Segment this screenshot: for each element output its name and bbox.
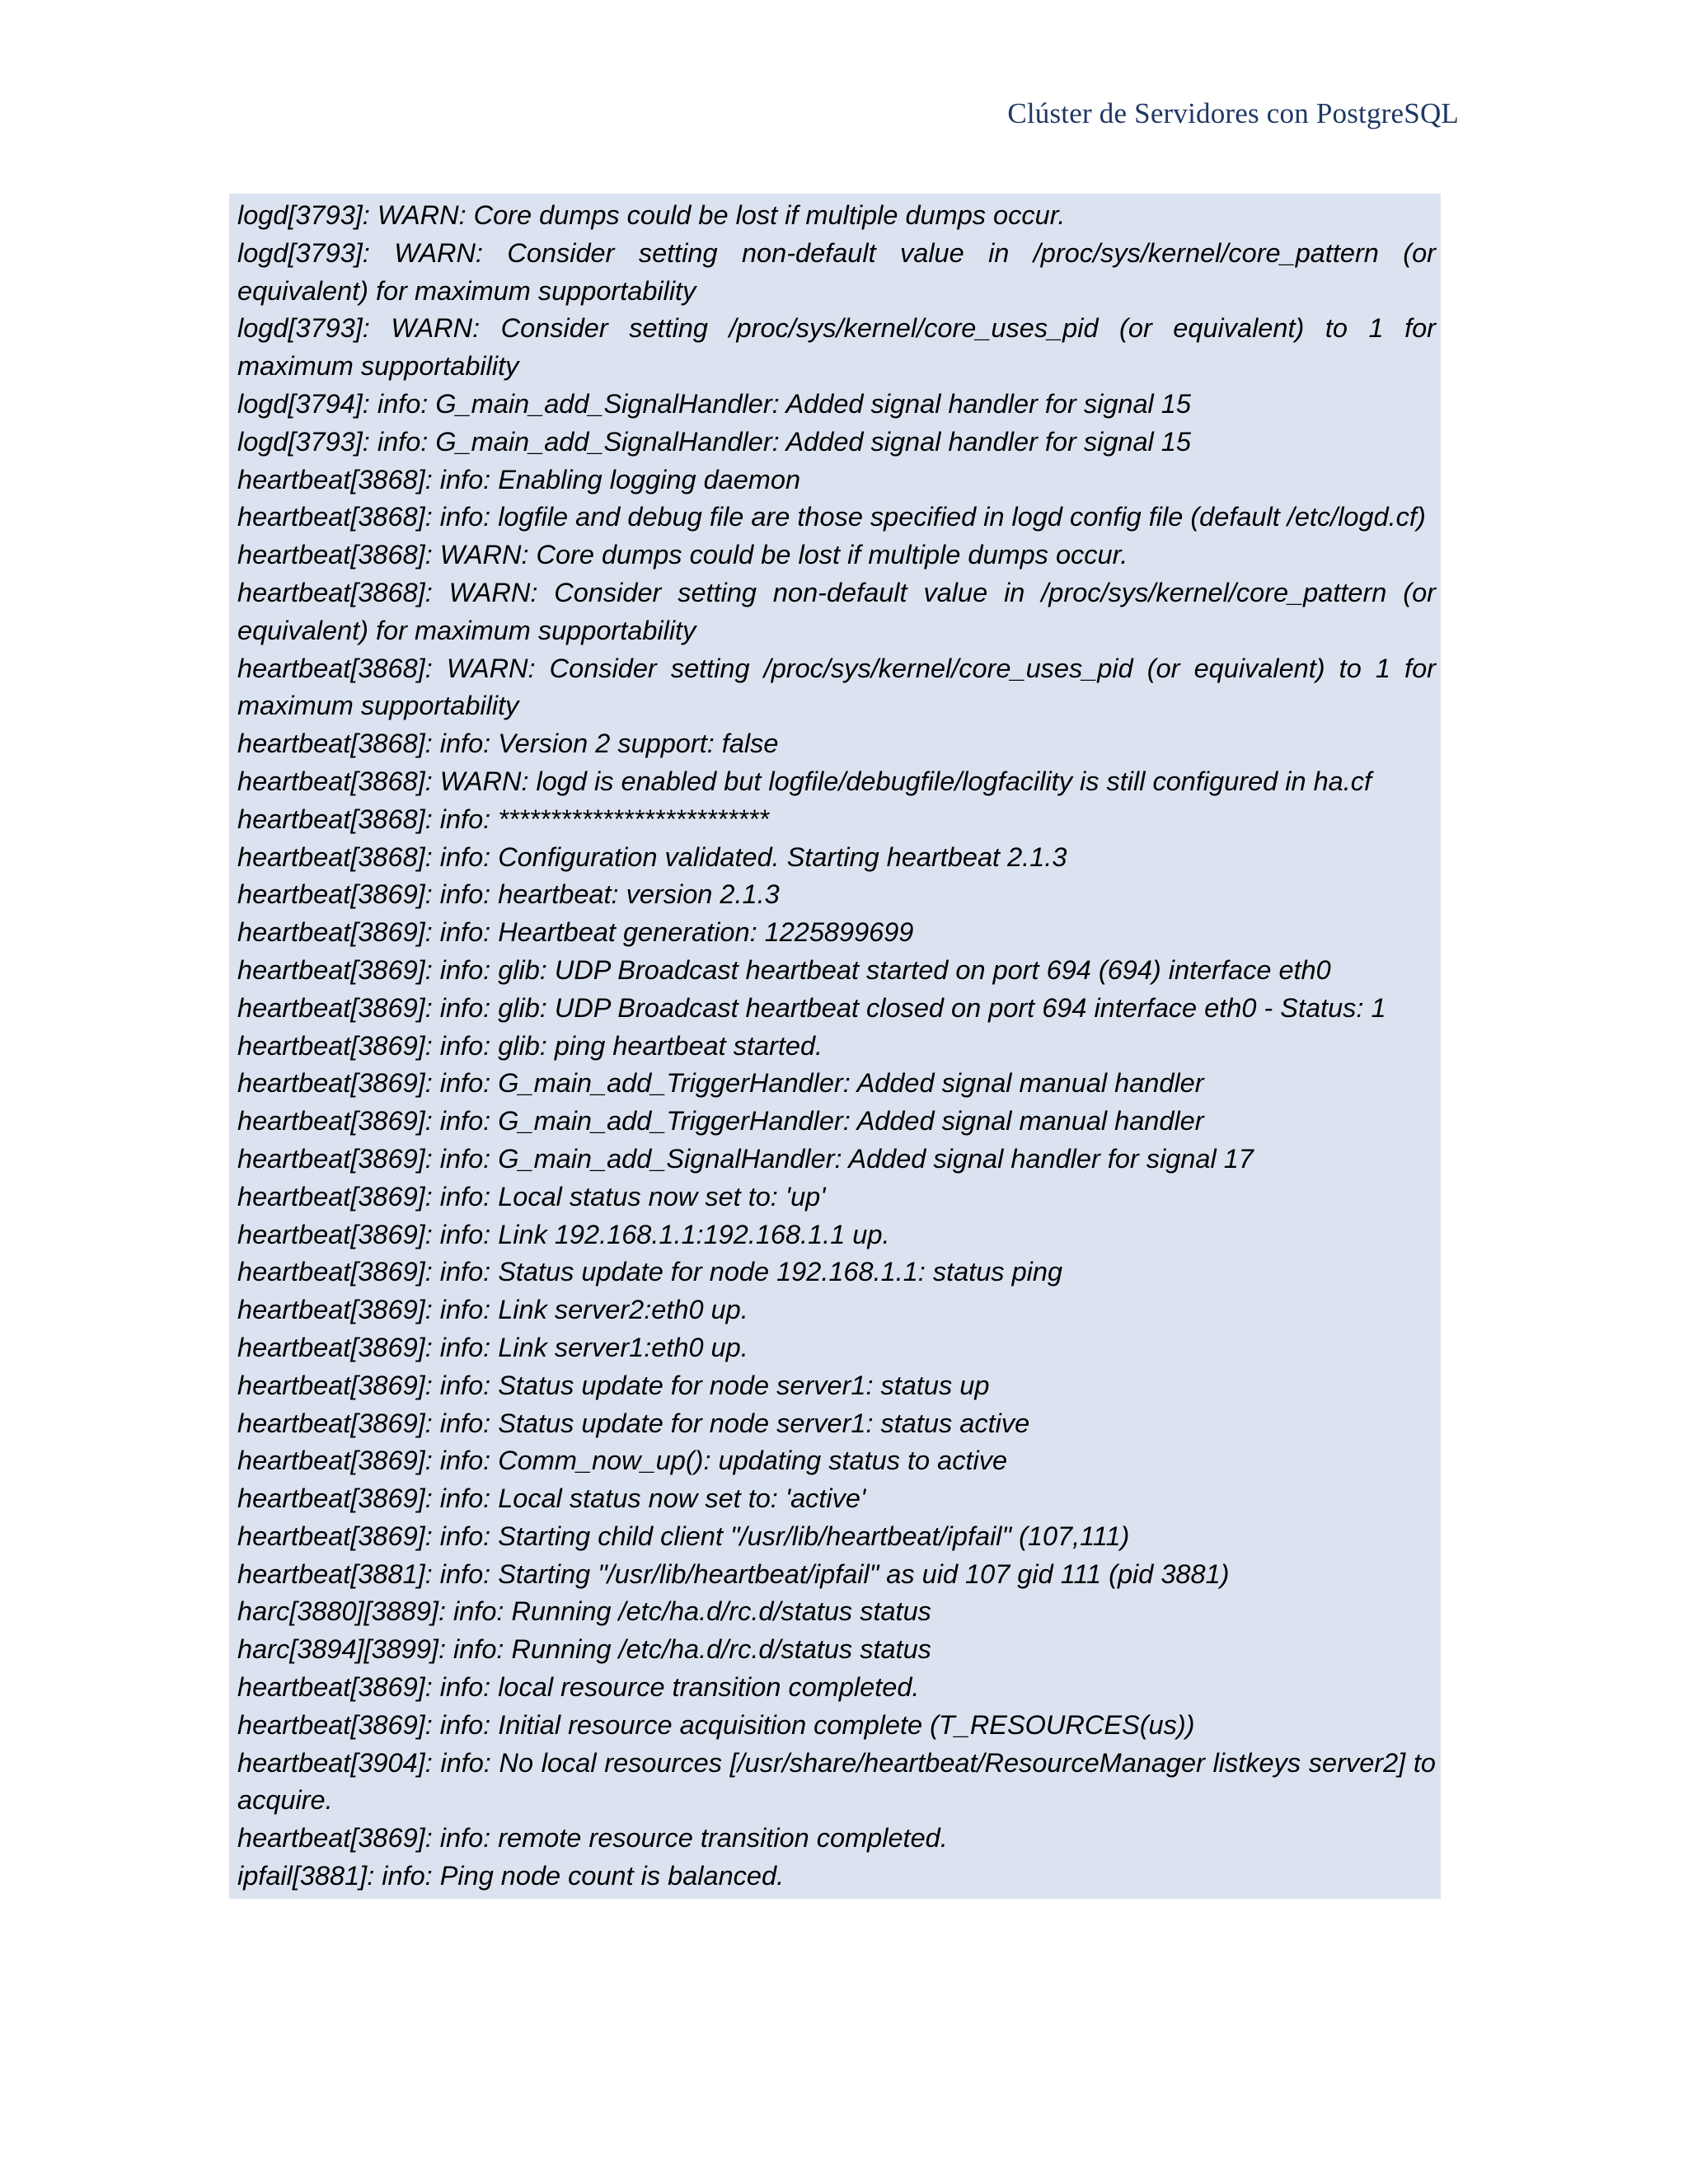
- log-line: heartbeat[3869]: info: Comm_now_up(): updating status to active: [237, 1446, 1008, 1476]
- log-line: heartbeat[3868]: info: Version 2 support: false: [237, 729, 779, 759]
- log-line: heartbeat[3869]: info: Local status now set to: 'active': [237, 1483, 866, 1514]
- log-line: harc[3894][3899]: info: Running /etc/ha.d/rc.d/status status: [237, 1634, 931, 1665]
- log-line: heartbeat[3868]: WARN: logd is enabled but logfile/debugfile/logfacility is still configured in ha.cf: [237, 766, 1372, 796]
- log-line: ipfail[3881]: info: Ping node count is balanced.: [237, 1861, 785, 1891]
- log-line: heartbeat[3868]: info: logfile and debug file are those specified in logd config file (default /etc/logd.cf): [237, 502, 1426, 532]
- log-line: heartbeat[3869]: info: Link server2:eth0 up.: [237, 1295, 748, 1325]
- log-line: heartbeat[3869]: info: glib: UDP Broadcast heartbeat closed on port 694 interface eth0 - Status: 1: [237, 992, 1386, 1023]
- log-line: heartbeat[3868]: WARN: Consider setting /proc/sys/kernel/core_uses_pid (or equivalent) to 1 for maximum supportability: [237, 653, 1436, 721]
- log-line: heartbeat[3869]: info: glib: UDP Broadcast heartbeat started on port 694 (694) interface eth0: [237, 954, 1331, 985]
- log-line: logd[3794]: info: G_main_add_SignalHandler: Added signal handler for signal 15: [237, 388, 1191, 419]
- log-line: heartbeat[3869]: info: Heartbeat generation: 1225899699: [237, 917, 914, 948]
- log-line: heartbeat[3869]: info: remote resource transition completed.: [237, 1823, 948, 1854]
- log-line: heartbeat[3869]: info: Status update for node server1: status active: [237, 1408, 1030, 1438]
- page-header-title: Clúster de Servidores con PostgreSQL: [1007, 97, 1459, 129]
- log-line: heartbeat[3869]: info: local resource transition completed.: [237, 1672, 920, 1703]
- log-line: heartbeat[3904]: info: No local resources [/usr/share/heartbeat/ResourceManager listkeys server2] to acquire.: [237, 1747, 1436, 1816]
- log-line: heartbeat[3869]: info: G_main_add_TriggerHandler: Added signal manual handler: [237, 1068, 1204, 1099]
- log-line: heartbeat[3868]: info: Configuration validated. Starting heartbeat 2.1.3: [237, 841, 1067, 872]
- log-line: heartbeat[3869]: info: Local status now set to: 'up': [237, 1181, 826, 1212]
- log-line: heartbeat[3869]: info: Status update for node server1: status up: [237, 1370, 990, 1400]
- log-output-block: [229, 194, 1441, 1899]
- log-line: heartbeat[3869]: info: Link 192.168.1.1:192.168.1.1 up.: [237, 1219, 890, 1249]
- log-line: heartbeat[3869]: info: Starting child client "/usr/lib/heartbeat/ipfail" (107,111): [237, 1521, 1130, 1551]
- log-line: heartbeat[3868]: WARN: Core dumps could be lost if multiple dumps occur.: [237, 540, 1128, 570]
- log-line: heartbeat[3868]: info: Enabling logging daemon: [237, 464, 801, 494]
- log-line: heartbeat[3869]: info: heartbeat: version 2.1.3: [237, 879, 780, 910]
- log-line: heartbeat[3868]: WARN: Consider setting non-default value in /proc/sys/kernel/core_pattern (or equivalent) for maximum supportability: [237, 577, 1436, 645]
- log-line: heartbeat[3869]: info: Link server1:eth0 up.: [237, 1332, 748, 1362]
- log-line: logd[3793]: info: G_main_add_SignalHandler: Added signal handler for signal 15: [237, 426, 1191, 457]
- log-line: heartbeat[3869]: info: G_main_add_SignalHandler: Added signal handler for signal 17: [237, 1143, 1254, 1174]
- log-line: logd[3793]: WARN: Core dumps could be lost if multiple dumps occur.: [237, 200, 1066, 230]
- log-line: harc[3880][3889]: info: Running /etc/ha.d/rc.d/status status: [237, 1596, 931, 1627]
- log-line: heartbeat[3881]: info: Starting "/usr/lib/heartbeat/ipfail" as uid 107 gid 111 (pid 3881): [237, 1558, 1230, 1589]
- log-line: heartbeat[3869]: info: glib: ping heartbeat started.: [237, 1030, 823, 1061]
- log-line: logd[3793]: WARN: Consider setting non-default value in /proc/sys/kernel/core_pattern (or equivalent) for maximum supportability: [237, 237, 1436, 306]
- log-line: heartbeat[3869]: info: Status update for node 192.168.1.1: status ping: [237, 1257, 1063, 1287]
- log-line: heartbeat[3869]: info: G_main_add_TriggerHandler: Added signal manual handler: [237, 1106, 1204, 1137]
- log-line: heartbeat[3869]: info: Initial resource acquisition complete (T_RESOURCES(us)): [237, 1709, 1195, 1740]
- log-line: heartbeat[3868]: info: **************************: [237, 804, 770, 834]
- log-line: logd[3793]: WARN: Consider setting /proc/sys/kernel/core_uses_pid (or equivalent) to 1 for maximum supportability: [237, 313, 1436, 382]
